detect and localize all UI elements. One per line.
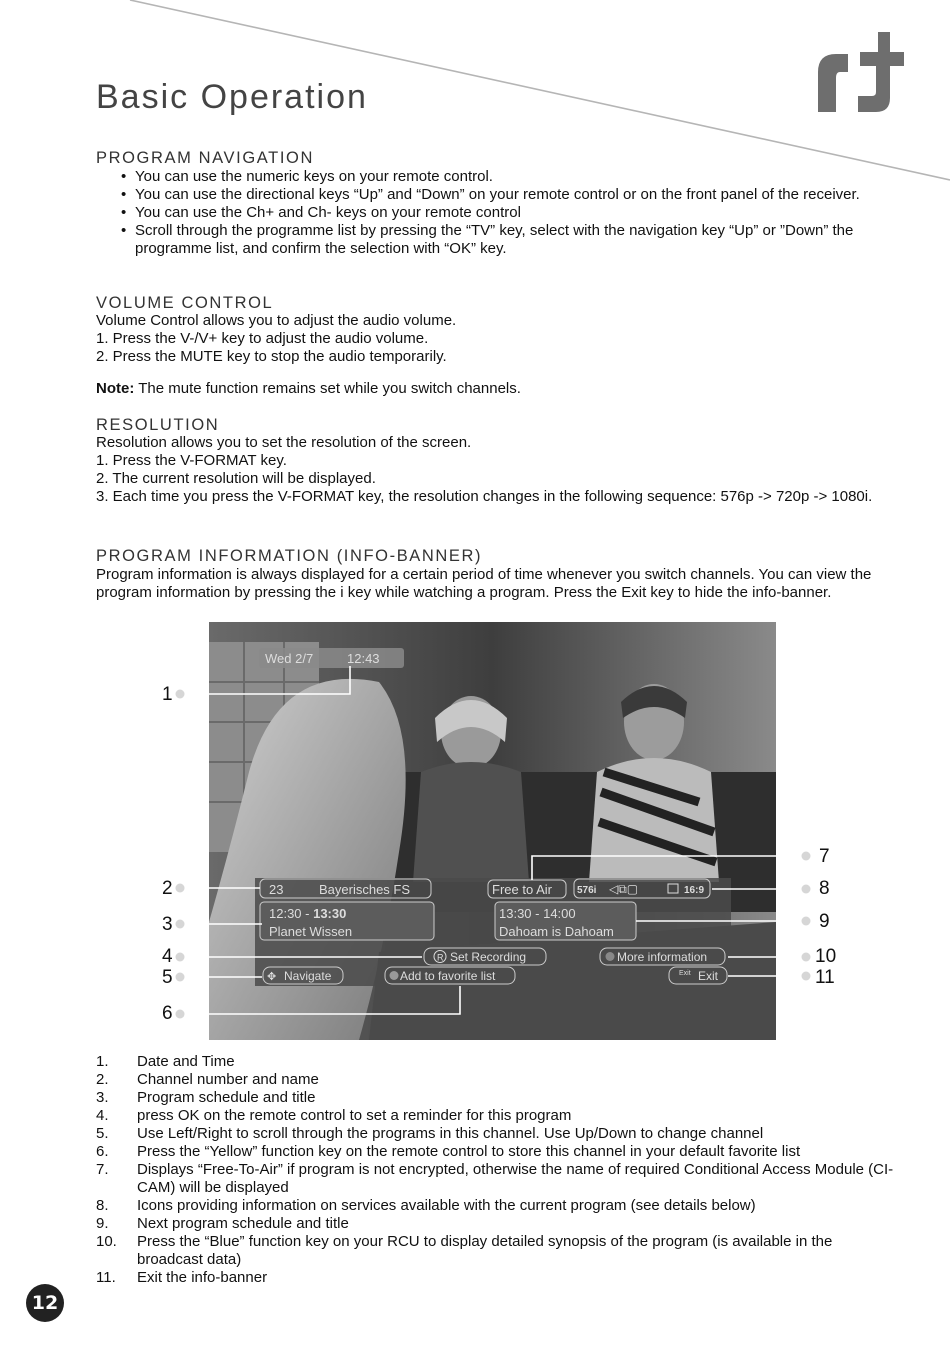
legend-text: Press the “Blue” function key on your RCU to display detailed synopsis of the program (is available in the broadcast data) — [137, 1233, 833, 1268]
list-item — [96, 1107, 896, 1125]
osd-exit: Exit — [698, 969, 719, 983]
legend-text: Next program schedule and title — [137, 1215, 349, 1232]
callout-number: 5 — [162, 967, 173, 988]
volume-text — [96, 312, 896, 366]
legend-number: 10. — [96, 1233, 117, 1250]
info-banner-text — [96, 566, 886, 602]
volume-note — [96, 380, 896, 398]
record-key-letter: R — [437, 952, 444, 963]
text-line: Program information is always displayed for a certain period of time whenever you switch channels. You can view the program information by pressing the i key while watching a program. Press the Exit key to hide the info-banner. — [96, 566, 872, 601]
list-item — [96, 1125, 896, 1143]
osd-add-favorite: Add to favorite list — [400, 969, 496, 983]
callout-number: 4 — [162, 946, 173, 967]
list-item — [96, 1215, 896, 1233]
list-item — [96, 1233, 896, 1269]
section-heading-resolution: RESOLUTION — [96, 416, 220, 434]
text-line: 1. Press the V-/V+ key to adjust the audio volume. — [96, 330, 429, 347]
legend-number: 11. — [96, 1269, 116, 1286]
list-item: • You can use the Ch+ and Ch- keys on your remote control — [118, 204, 878, 222]
list-item — [96, 1143, 896, 1161]
legend-number: 8. — [96, 1197, 109, 1214]
callout-number: 11 — [815, 967, 835, 988]
brand-logo — [814, 32, 906, 114]
osd-resolution-icon: 576i — [577, 885, 597, 896]
legend-text: Date and Time — [137, 1053, 235, 1070]
callout-number: 3 — [162, 914, 173, 935]
osd-next-time: 13:30 - 14:00 — [499, 906, 576, 921]
text-line: 1. Press the V-FORMAT key. — [96, 452, 287, 469]
legend-number: 9. — [96, 1215, 109, 1232]
osd-time: 12:43 — [347, 651, 380, 666]
callout-number: 9 — [819, 911, 830, 932]
legend-text: Exit the info-banner — [137, 1269, 268, 1286]
note-text: The mute function remains set while you switch channels. — [134, 380, 521, 397]
osd-set-recording: Set Recording — [450, 950, 527, 964]
legend-number: 7. — [96, 1161, 109, 1178]
dolby-audio-icon: ◁⧉▢ — [609, 882, 639, 896]
navigation-bullet-list — [118, 168, 878, 258]
list-item: • You can use the directional keys “Up” and “Down” on your remote control or on the front panel of the receiver. — [118, 186, 878, 204]
legend-text: Icons providing information on services available with the current program (see details below) — [137, 1197, 756, 1214]
list-item — [96, 1161, 896, 1197]
legend-text: Program schedule and title — [137, 1089, 316, 1106]
osd-next-title: Dahoam is Dahoam — [499, 924, 614, 939]
osd-more-information: More information — [617, 950, 708, 964]
section-heading-navigation: PROGRAM NAVIGATION — [96, 149, 314, 167]
list-item — [96, 1089, 896, 1107]
osd-now-title: Planet Wissen — [269, 924, 353, 939]
osd-navigate: Navigate — [284, 969, 332, 983]
figure-legend-list — [96, 1053, 896, 1287]
osd-now-end: 13:30 — [313, 906, 347, 921]
text-line: Resolution allows you to set the resolution of the screen. — [96, 434, 472, 451]
exit-key-icon: Exit — [679, 970, 691, 977]
legend-text: Channel number and name — [137, 1071, 319, 1088]
callout-number: 8 — [819, 878, 830, 899]
section-heading-info-banner: PROGRAM INFORMATION (INFO-BANNER) — [96, 547, 483, 565]
callout-number: 7 — [819, 846, 830, 867]
legend-text: Press the “Yellow” function key on the remote control to store this channel in your default favorite list — [137, 1143, 801, 1160]
osd-aspect-icon: 16:9 — [684, 885, 705, 896]
legend-number: 2. — [96, 1071, 109, 1088]
osd-now-start: 12:30 - — [269, 906, 314, 921]
text-line: Volume Control allows you to adjust the audio volume. — [96, 312, 457, 329]
note-label: Note: — [96, 380, 135, 397]
callout-number: 6 — [162, 1003, 173, 1024]
legend-text: Displays “Free-To-Air” if program is not encrypted, otherwise the name of required Conditional Access Module (CI-CAM) will be displayed — [137, 1161, 894, 1196]
callout-number: 2 — [162, 878, 173, 899]
page-title: Basic Operation — [96, 78, 368, 116]
text-line: 2. Press the MUTE key to stop the audio temporarily. — [96, 348, 447, 365]
legend-number: 6. — [96, 1143, 109, 1160]
list-item: • Scroll through the programme list by pressing the “TV” key, select with the navigation key “Up” or ”Down” the programme list, and confirm the selection with “OK” key. — [118, 222, 878, 258]
list-item — [96, 1197, 896, 1215]
osd-date: Wed 2/7 — [265, 651, 314, 666]
legend-text: Use Left/Right to scroll through the programs in this channel. Use Up/Down to change channel — [137, 1125, 764, 1142]
osd-channel-number: 23 — [269, 882, 284, 897]
list-item — [96, 1053, 896, 1071]
callout-lines — [0, 600, 950, 1060]
section-heading-volume: VOLUME CONTROL — [96, 294, 274, 312]
legend-number: 4. — [96, 1107, 109, 1124]
page-number-badge: 12 — [26, 1284, 64, 1322]
callout-number: 10 — [815, 946, 837, 967]
legend-number: 1. — [96, 1053, 109, 1070]
navigate-arrows-icon: ✥ — [267, 971, 277, 983]
osd-channel-name: Bayerisches FS — [319, 882, 411, 897]
callout-number: 1 — [162, 684, 173, 705]
list-item: • You can use the numeric keys on your remote control. — [118, 168, 878, 186]
legend-text: press OK on the remote control to set a reminder for this program — [137, 1107, 572, 1124]
legend-number: 3. — [96, 1089, 109, 1106]
text-line: 2. The current resolution will be displayed. — [96, 470, 376, 487]
list-item — [96, 1269, 896, 1287]
text-line: 3. Each time you press the V-FORMAT key, the resolution changes in the following sequence: 576p -> 720p -> 1080i. — [96, 488, 873, 505]
resolution-text — [96, 434, 896, 506]
list-item — [96, 1071, 896, 1089]
legend-number: 5. — [96, 1125, 109, 1142]
osd-free-to-air: Free to Air — [492, 882, 552, 897]
